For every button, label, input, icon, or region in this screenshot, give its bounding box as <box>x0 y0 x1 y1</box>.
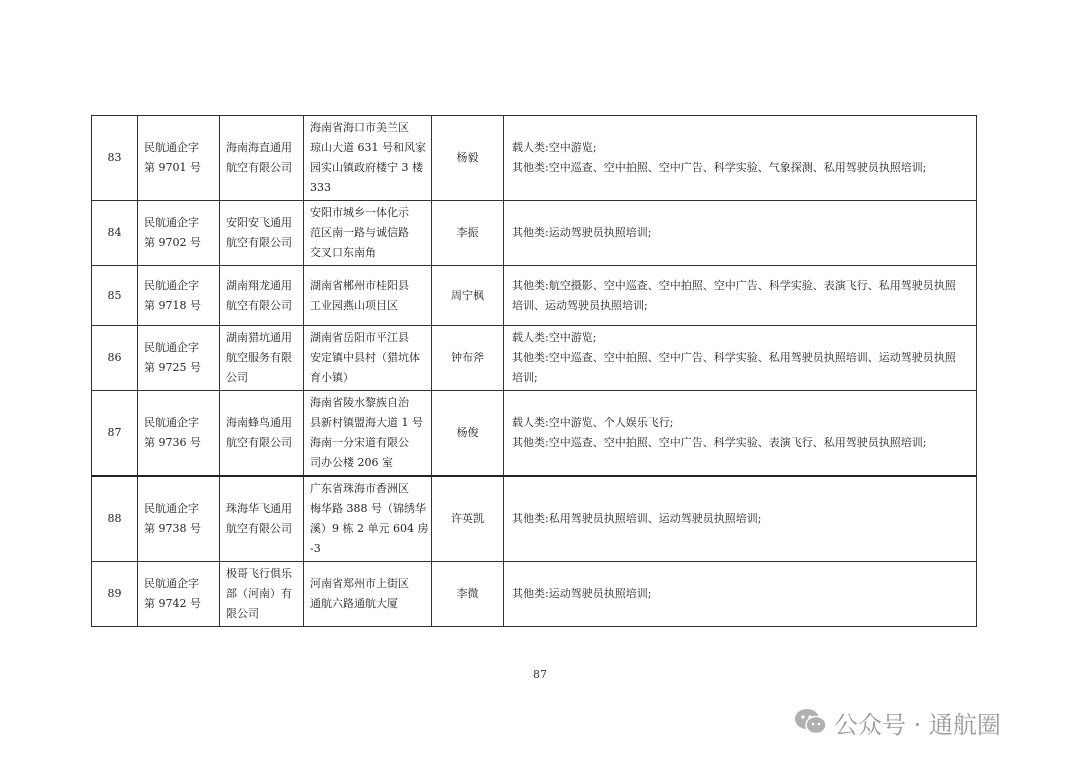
table-row <box>92 391 977 477</box>
company-address-line: 333 <box>310 181 331 194</box>
permit-number <box>138 391 220 477</box>
company-address-line: 梅华路 388 号（锦绣华 <box>310 502 426 515</box>
row-number: 87 <box>92 391 138 477</box>
company-address-line: 安定镇中县村（猎坑体 <box>310 351 420 364</box>
permit-number-line: 第 9742 号 <box>144 597 201 610</box>
business-scope-line: 其他类:空中巡查、空中拍照、空中广告、科学实验、表演飞行、私用驾驶员执照培训; <box>512 436 927 449</box>
legal-representative: 李微 <box>432 562 504 627</box>
business-scope-line: 其他类:运动驾驶员执照培训; <box>512 587 652 600</box>
company-name-line: 限公司 <box>226 607 259 620</box>
permit-number-line: 民航通企字 <box>144 216 199 229</box>
company-name-line: 航空服务有限 <box>226 351 292 364</box>
company-address-line: 通航六路通航大厦 <box>310 597 398 610</box>
company-name <box>220 326 304 391</box>
company-name <box>220 201 304 266</box>
company-name-line: 海南海直通用 <box>226 141 292 154</box>
row-number: 86 <box>92 326 138 391</box>
company-address-line: 溪）9 栋 2 单元 604 房 <box>310 522 429 535</box>
business-scope-line: 载人类:空中游览、个人娱乐飞行; <box>512 416 674 429</box>
table-row <box>92 116 977 201</box>
company-address-line: 海南省陵水黎族自治 <box>310 396 409 409</box>
company-address <box>304 116 432 201</box>
permit-number <box>138 476 220 562</box>
permit-number <box>138 562 220 627</box>
company-address <box>304 326 432 391</box>
company-address-line: 园实山镇政府楼宁 3 楼 <box>310 161 423 174</box>
company-name-line: 湖南猎坑通用 <box>226 331 292 344</box>
permit-number-line: 民航通企字 <box>144 502 199 515</box>
company-name-line: 安阳安飞通用 <box>226 216 292 229</box>
company-address-line: -3 <box>310 542 321 555</box>
business-scope <box>504 116 977 201</box>
company-address-line: 海南一分宋道有限公 <box>310 436 409 449</box>
permit-number-line: 第 9701 号 <box>144 161 201 174</box>
table-body <box>92 116 977 627</box>
table-row <box>92 266 977 326</box>
permit-number <box>138 266 220 326</box>
permit-number-line: 第 9738 号 <box>144 522 201 535</box>
company-address-line: 琼山大道 631 号和风家 <box>310 141 426 154</box>
watermark-text: 公众号 · 通航圈 <box>834 710 1001 739</box>
legal-representative: 杨毅 <box>432 116 504 201</box>
company-address-line: 范区南一路与诚信路 <box>310 226 409 239</box>
business-scope-line: 培训、运动驾驶员执照培训; <box>512 298 648 312</box>
company-address <box>304 391 432 477</box>
legal-representative: 李振 <box>432 201 504 266</box>
permit-number <box>138 116 220 201</box>
row-number: 85 <box>92 266 138 326</box>
permit-number-line: 第 9718 号 <box>144 298 201 312</box>
permit-number-line: 第 9725 号 <box>144 361 201 374</box>
aviation-enterprise-table <box>91 115 977 627</box>
table-row <box>92 476 977 562</box>
company-address-line: 工业园燕山项目区 <box>310 298 398 312</box>
company-address <box>304 201 432 266</box>
company-address-line: 湖南省岳阳市平江县 <box>310 331 409 344</box>
legal-representative: 周宁枫 <box>432 266 504 326</box>
business-scope <box>504 562 977 627</box>
company-address-line: 安阳市城乡一体化示 <box>310 206 409 219</box>
company-name-line: 极哥飞行俱乐 <box>226 567 292 580</box>
permit-number-line: 民航通企字 <box>144 341 199 354</box>
business-scope <box>504 391 977 477</box>
permit-number <box>138 201 220 266</box>
company-name <box>220 266 304 326</box>
company-name-line: 航空有限公司 <box>226 298 292 312</box>
business-scope-line: 培训; <box>512 371 538 384</box>
company-address-line: 县新村镇盟海大道 1 号 <box>310 416 423 429</box>
company-address-line: 海南省海口市美兰区 <box>310 121 409 134</box>
company-address-line: 司办公楼 206 室 <box>310 456 393 469</box>
business-scope-line: 其他类:运动驾驶员执照培训; <box>512 226 652 239</box>
permit-number-line: 民航通企字 <box>144 416 199 429</box>
business-scope-line: 载人类:空中游览; <box>512 331 597 344</box>
legal-representative: 许英凯 <box>432 476 504 562</box>
wechat-icon <box>794 707 828 737</box>
permit-number-line: 第 9702 号 <box>144 236 201 249</box>
company-address <box>304 266 432 326</box>
business-scope-line: 其他类:航空摄影、空中巡查、空中拍照、空中广告、科学实验、表演飞行、私用驾驶员执照 <box>512 278 956 292</box>
row-number: 84 <box>92 201 138 266</box>
business-scope-line: 载人类:空中游览; <box>512 141 597 154</box>
business-scope-line: 其他类:空中巡查、空中拍照、空中广告、科学实验、私用驾驶员执照培训、运动驾驶员执照 <box>512 351 956 364</box>
table-row <box>92 562 977 627</box>
watermark <box>794 704 1001 740</box>
business-scope <box>504 476 977 562</box>
company-name-line: 航空有限公司 <box>226 161 292 174</box>
legal-representative: 杨俊 <box>432 391 504 477</box>
company-name <box>220 562 304 627</box>
page-number: 87 <box>533 668 547 681</box>
company-name-line: 航空有限公司 <box>226 522 292 535</box>
business-scope-line: 其他类:空中巡查、空中拍照、空中广告、科学实验、气象探测、私用驾驶员执照培训; <box>512 161 927 174</box>
business-scope-line: 其他类:私用驾驶员执照培训、运动驾驶员执照培训; <box>512 512 762 525</box>
permit-number-line: 民航通企字 <box>144 577 199 590</box>
company-address-line: 交叉口东南角 <box>310 246 376 259</box>
company-name <box>220 476 304 562</box>
permit-number-line: 民航通企字 <box>144 141 199 154</box>
company-name-line: 湖南翔龙通用 <box>226 278 292 292</box>
company-name-line: 航空有限公司 <box>226 236 292 249</box>
company-name-line: 珠海华飞通用 <box>226 502 292 515</box>
company-name <box>220 116 304 201</box>
table-row <box>92 201 977 266</box>
company-name-line: 部（河南）有 <box>226 587 292 600</box>
row-number: 88 <box>92 476 138 562</box>
business-scope <box>504 201 977 266</box>
company-address-line: 育小镇） <box>310 371 354 384</box>
legal-representative: 钟布斧 <box>432 326 504 391</box>
permit-number-line: 第 9736 号 <box>144 436 201 449</box>
row-number: 83 <box>92 116 138 201</box>
table-row <box>92 326 977 391</box>
row-number: 89 <box>92 562 138 627</box>
company-name-line: 海南蜂鸟通用 <box>226 416 292 429</box>
company-address-line: 河南省郑州市上街区 <box>310 577 409 590</box>
company-address-line: 湖南省郴州市桂阳县 <box>310 278 409 292</box>
permit-number <box>138 326 220 391</box>
permit-number-line: 民航通企字 <box>144 278 199 292</box>
business-scope <box>504 326 977 391</box>
business-scope <box>504 266 977 326</box>
company-address-line: 广东省珠海市香洲区 <box>310 482 409 495</box>
company-address <box>304 476 432 562</box>
company-name <box>220 391 304 477</box>
company-address <box>304 562 432 627</box>
company-name-line: 航空有限公司 <box>226 436 292 449</box>
company-name-line: 公司 <box>226 371 248 384</box>
